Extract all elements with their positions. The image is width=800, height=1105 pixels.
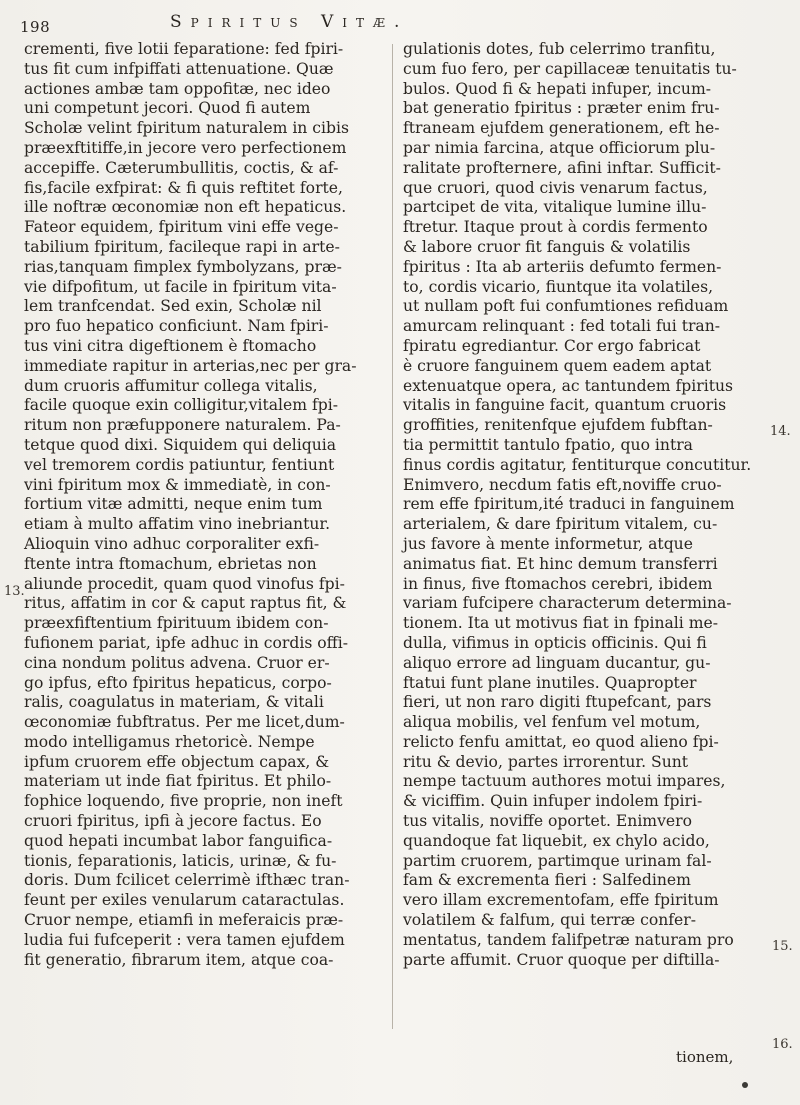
text-line: amurcam relinquant : fed totali fui tran- xyxy=(403,317,721,336)
text-line: Cruor nempe, etiamfi in meferaicis præ- xyxy=(24,911,344,930)
text-line: par nimia farcina, atque officiorum plu- xyxy=(403,138,716,157)
text-line: pro fuo hepatico conficiunt. Nam fpiri- xyxy=(24,317,329,336)
text-line: ille noftræ œconomiæ non eft hepaticus. xyxy=(24,198,347,217)
text-line: ftretur. Itaque prout à cordis fermento xyxy=(403,218,708,237)
text-line: nempe tactuum authores motui impares, xyxy=(403,772,726,791)
text-line: Fateor equidem, fpiritum vini effe vege- xyxy=(24,218,339,237)
text-line: ralitate profternere, afini inftar. Sufficit- xyxy=(403,158,721,177)
text-line: tia permittit tantulo fpatio, quo intra xyxy=(403,435,693,454)
text-line: mentatus, tandem falifpetræ naturam pro xyxy=(403,930,734,949)
text-line: arterialem, & dare fpiritum vitalem, cu- xyxy=(403,515,718,534)
margin-number-right-3: 16. xyxy=(772,1037,793,1052)
text-line: tus fit cum infpiffati attenuatione. Quæ xyxy=(24,59,334,78)
margin-number-right-2: 15. xyxy=(772,939,793,954)
text-line: animatus fiat. Et hinc demum transferri xyxy=(403,554,718,573)
text-line: que cruori, quod civis venarum factus, xyxy=(403,178,708,197)
text-line: vitalis in fanguine facit, quantum cruoris xyxy=(403,396,727,415)
text-line: ritu & devio, partes irrorentur. Sunt xyxy=(403,752,689,771)
text-line: aliqua mobilis, vel fenfum vel motum, xyxy=(403,713,701,732)
text-line: cruori fpiritus, ipfi à jecore factus. Eo xyxy=(24,812,322,831)
text-line: ftraneam ejufdem generationem, eft he- xyxy=(403,119,720,138)
text-line: tus vini citra digeftionem è ftomacho xyxy=(24,336,317,355)
text-line: partcipet de vita, vitalique lumine illu- xyxy=(403,198,707,217)
text-line: fophice loquendo, five proprie, non ineft xyxy=(24,792,343,811)
text-line: cum fuo fero, per capillaceæ tenuitatis tu- xyxy=(403,59,737,78)
text-line: & viciffim. Quin infuper indolem fpiri- xyxy=(403,792,703,811)
ink-speck xyxy=(742,1082,748,1088)
text-line: vini fpiritum mox & immediatè, in con- xyxy=(24,475,331,494)
page-number: 198 xyxy=(20,18,51,36)
text-line: extenuatque opera, ac tantundem fpiritus xyxy=(403,376,734,395)
text-line: quandoque fat liquebit, ex chylo acido, xyxy=(403,831,710,850)
text-line: relicto fenfu amittat, eo quod alieno fpi- xyxy=(403,732,719,751)
text-line: groffities, renitenfque ejufdem fubftan- xyxy=(403,416,713,435)
text-line: ftente intra ftomachum, ebrietas non xyxy=(24,554,317,573)
text-line: tus vitalis, noviffe oportet. Enimvero xyxy=(403,812,692,831)
text-line: etiam à multo affatim vino inebriantur. xyxy=(24,515,331,534)
text-line: jus favore à mente informetur, atque xyxy=(403,534,693,553)
text-line: rem effe fpiritum,ité traduci in fanguinem xyxy=(403,495,735,514)
text-line: to, cordis vicario, fiuntque ita volatiles, xyxy=(403,277,714,296)
text-line: Scholæ velint fpiritum naturalem in cibis xyxy=(24,119,350,138)
text-line: partim cruorem, partimque urinam fal- xyxy=(403,851,712,870)
text-line: ritus, affatim in cor & caput raptus fit, & xyxy=(24,594,347,613)
text-line: ludia fui fufceperit : vera tamen ejufdem xyxy=(24,930,345,949)
text-line: feunt per exiles venularum cataractulas. xyxy=(24,891,345,910)
text-line: finus cordis agitatur, fentiturque concutitur. xyxy=(403,455,752,474)
text-line: ftatui funt plane inutiles. Quapropter xyxy=(403,673,697,692)
text-line: Enimvero, necdum fatis eft,noviffe cruo- xyxy=(403,475,722,494)
column-divider xyxy=(392,44,393,1029)
text-line: actiones ambæ tam oppofitæ, nec ideo xyxy=(24,79,331,98)
text-line: modo intelligamus rhetoricè. Nempe xyxy=(24,732,315,751)
text-line: præexftitiffe,in jecore vero perfectionem xyxy=(24,138,347,157)
margin-number-right-1: 14. xyxy=(770,424,791,439)
text-line: è cruore fanguinem quem eadem aptat xyxy=(403,356,712,375)
text-line: fpiratu egrediantur. Cor ergo fabricat xyxy=(403,336,701,355)
text-line: vie difpofitum, ut facile in fpiritum vita- xyxy=(24,277,337,296)
catchword: tionem, xyxy=(676,1048,734,1066)
text-line: parte affumit. Cruor quoque per diftilla- xyxy=(403,950,720,969)
text-line: tionis, feparationis, laticis, urinæ, & fu- xyxy=(24,851,337,870)
text-line: accepiffe. Cæterumbullitis, coctis, & af- xyxy=(24,158,339,177)
text-line: immediate rapitur in arterias,nec per gra- xyxy=(24,356,357,375)
left-text-column xyxy=(24,40,378,970)
text-line: bat generatio fpiritus : præter enim fru- xyxy=(403,99,720,118)
text-line: fufionem pariat, ipfe adhuc in cordis offi- xyxy=(24,633,349,652)
text-line: ralis, coagulatus in materiam, & vitali xyxy=(24,693,324,712)
text-line: tetque quod dixi. Siquidem qui deliquia xyxy=(24,435,337,454)
text-line: go ipfus, efto fpiritus hepaticus, corpo- xyxy=(24,673,332,692)
text-line: in finus, five ftomachos cerebri, ibidem xyxy=(403,574,713,593)
text-line: tionem. Ita ut motivus fiat in fpinali me- xyxy=(403,614,719,633)
text-line: ritum non præfupponere naturalem. Pa- xyxy=(24,416,341,435)
text-line: bulos. Quod fi & hepati infuper, incum- xyxy=(403,79,711,98)
text-line: lem tranfcendat. Sed exin, Scholæ nil xyxy=(24,297,322,316)
text-line: œconomiæ fubftratus. Per me licet,dum- xyxy=(24,713,345,732)
text-line: facile quoque exin colligitur,vitalem fpi- xyxy=(24,396,338,415)
text-line: fortium vitæ admitti, neque enim tum xyxy=(24,495,323,514)
text-line: ipfum cruorem effe objectum capax, & xyxy=(24,752,330,771)
text-line: ut nullam poft fui confumtiones refiduam xyxy=(403,297,729,316)
text-line: variam fufcipere characterum determina- xyxy=(403,594,732,613)
text-line: doris. Dum fcilicet celerrimè ifthæc tran- xyxy=(24,871,350,890)
text-line: tabilium fpiritum, facileque rapi in arte- xyxy=(24,237,340,256)
text-line: quod hepati incumbat labor fanguifica- xyxy=(24,831,333,850)
text-line: rias,tanquam fimplex fymbolyzans, præ- xyxy=(24,257,342,276)
text-line: vel tremorem cordis patiuntur, fentiunt xyxy=(24,455,335,474)
text-line: fis,facile exfpirat: & fi quis reftitet forte, xyxy=(24,178,343,197)
text-line: gulationis dotes, fub celerrimo tranfitu, xyxy=(403,40,716,58)
page-header xyxy=(20,12,780,36)
text-line: & labore cruor fit fanguis & volatilis xyxy=(403,237,691,256)
text-line: dum cruoris affumitur collega vitalis, xyxy=(24,376,318,395)
right-text-column xyxy=(403,40,761,970)
text-line: cina nondum politus advena. Cruor er- xyxy=(24,653,330,672)
text-line: uni competunt jecori. Quod fi autem xyxy=(24,99,311,118)
text-line: volatilem & falfum, qui terræ confer- xyxy=(403,911,696,930)
text-line: fieri, ut non raro digiti ftupefcant, pars xyxy=(403,693,712,712)
text-line: aliquo errore ad linguam ducantur, gu- xyxy=(403,653,711,672)
text-line: dulla, vifimus in opticis officinis. Qui fi xyxy=(403,633,707,652)
text-line: fpiritus : Ita ab arteriis defumto fermen- xyxy=(403,257,722,276)
text-line: aliunde procedit, quam quod vinofus fpi- xyxy=(24,574,345,593)
text-line: Alioquin vino adhuc corporaliter exfi- xyxy=(24,534,320,553)
running-head: Spiritus Vitæ. xyxy=(170,12,409,32)
text-line: præexfiftentium fpirituum ibidem con- xyxy=(24,614,329,633)
text-line: crementi, five lotii feparatione: fed fpiri- xyxy=(24,40,344,58)
text-line: fit generatio, fibrarum item, atque coa- xyxy=(24,950,334,969)
margin-number-left: 13. xyxy=(4,584,25,599)
text-line: fam & excrementa fieri : Salfedinem xyxy=(403,871,691,890)
text-line: vero illam excrementofam, effe fpiritum xyxy=(403,891,719,910)
text-line: materiam ut inde fiat fpiritus. Et philo- xyxy=(24,772,332,791)
